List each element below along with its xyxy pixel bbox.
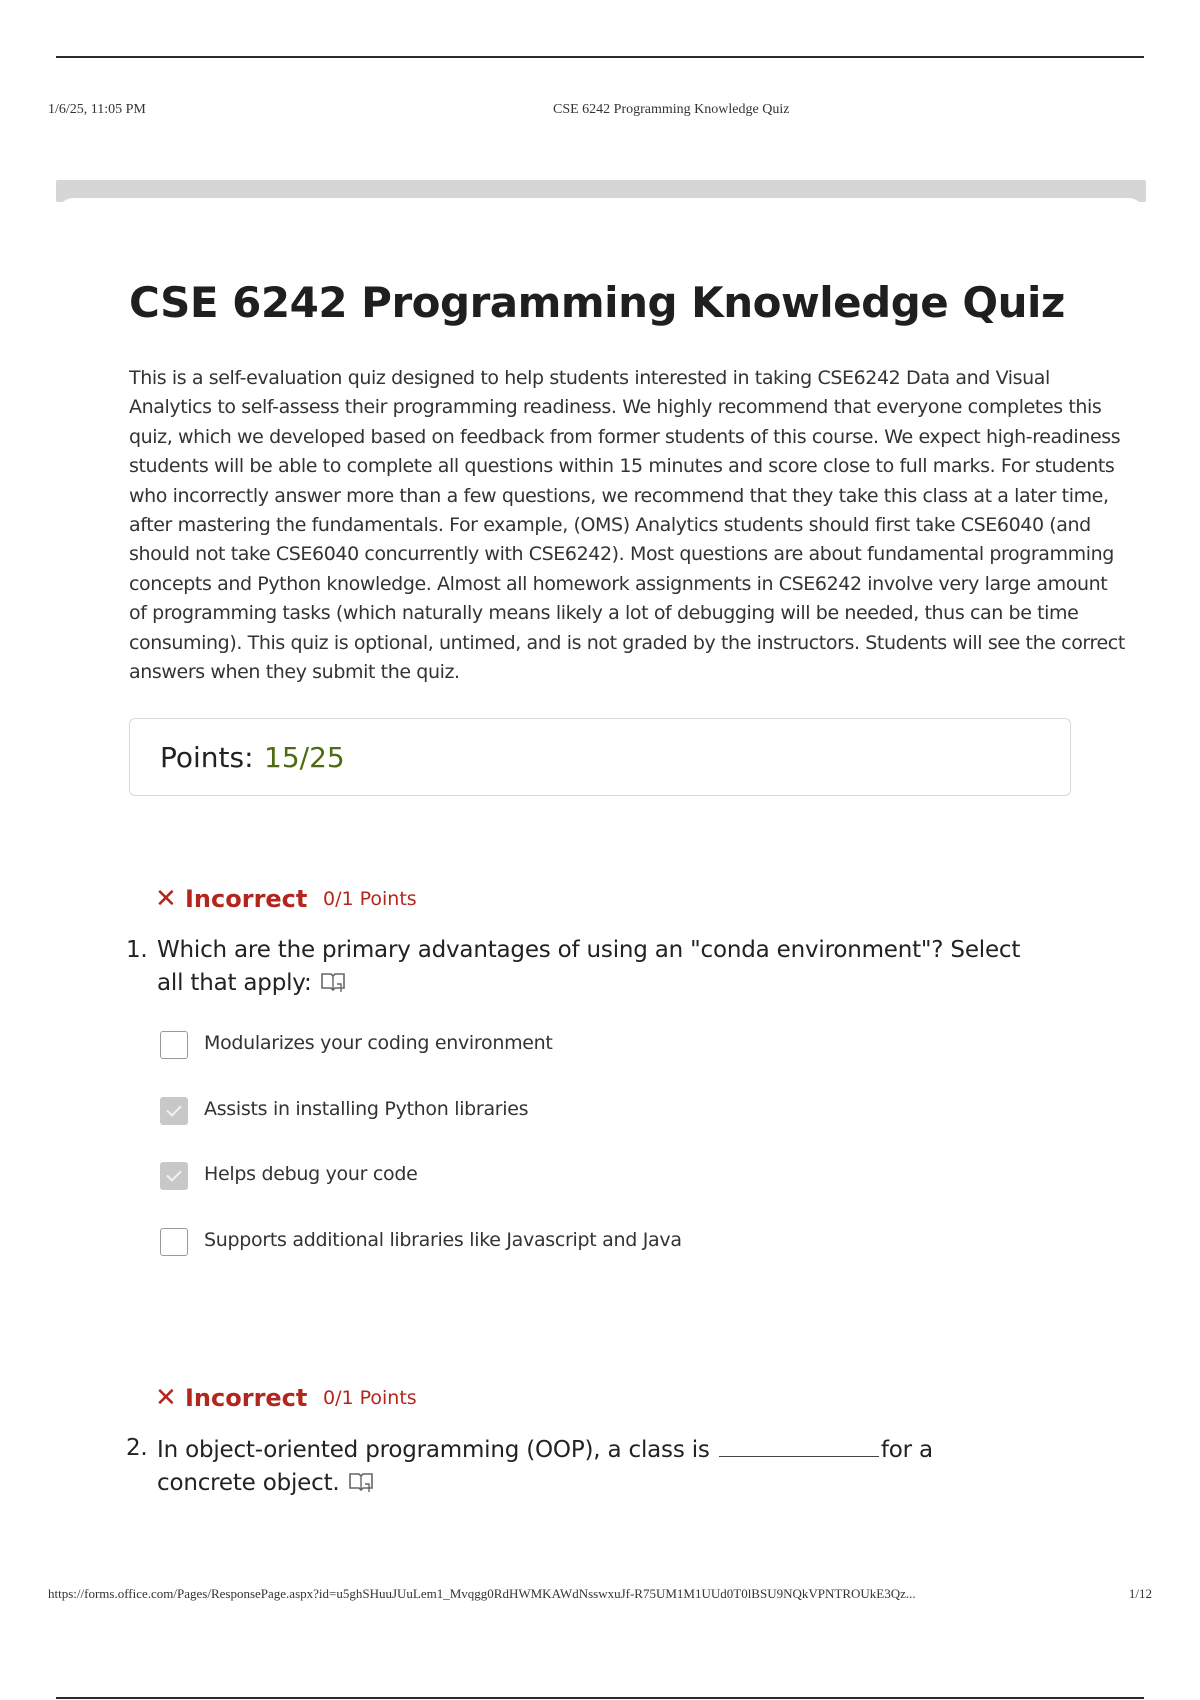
- question-score: 0/1 Points: [323, 1387, 417, 1409]
- page-bottom-rule: [56, 1697, 1144, 1699]
- question-number: 2.: [126, 1435, 148, 1461]
- immersive-reader-icon[interactable]: [320, 970, 346, 992]
- question-body-after: for a concrete object.: [157, 1437, 933, 1496]
- option-label: Assists in installing Python libraries: [204, 1098, 529, 1120]
- question-1-option-3[interactable]: [160, 1160, 660, 1192]
- print-url: https://forms.office.com/Pages/ResponsePage.aspx?id=u5ghSHuuJUuLem1_Mvqgg0RdHWMKAWdNsswxuJf-R75UM1M1UUd0T0lBSU9NQkVPNTROUkE3Qz...: [48, 1586, 916, 1601]
- question-1-option-4[interactable]: [160, 1226, 760, 1258]
- question-body: Which are the primary advantages of using an "conda environment"? Select all that apply:: [157, 937, 1021, 996]
- fill-in-blank: [719, 1432, 879, 1457]
- print-footer: [48, 1586, 1152, 1606]
- immersive-reader-icon[interactable]: [348, 1470, 374, 1492]
- quiz-description: This is a self-evaluation quiz designed to help students interested in taking CSE6242 Data and Visual Analytics to self-assess their programming readiness. We highly recommend that everyone completes this quiz, which we developed based on feedback from former students of this course. We expect high-readiness students will be able to complete all questions within 15 minutes and score close to full marks. For students who incorrectly answer more than a few questions, we recommend that they take this class at a later time, after mastering the fundamentals. For example, (OMS) Analytics students should first take CSE6040 (and should not take CSE6040 concurrently with CSE6242). Most questions are about fundamental programming concepts and Python knowledge. Almost all homework assignments in CSE6242 involve very large amount of programming tasks (which naturally means likely a lot of debugging will be needed, thus can be time consuming). This quiz is optional, untimed, and is not graded by the instructors. Students will see the correct answers when they submit the quiz.: [129, 367, 1125, 684]
- option-checkbox[interactable]: [160, 1228, 188, 1256]
- question-1-status: [155, 884, 455, 914]
- question-status-label: Incorrect: [185, 1384, 308, 1412]
- x-icon: ✕: [155, 1383, 177, 1413]
- option-checkbox-checked[interactable]: [160, 1162, 188, 1190]
- question-1-option-1[interactable]: [160, 1029, 660, 1061]
- question-score: 0/1 Points: [323, 888, 417, 910]
- page-top-rule: [56, 56, 1144, 58]
- points-value: 15/25: [264, 741, 345, 774]
- points-label: Points:: [160, 741, 254, 774]
- question-status-label: Incorrect: [185, 885, 308, 913]
- option-label: Modularizes your coding environment: [204, 1032, 553, 1054]
- option-label: Supports additional libraries like Javascript and Java: [204, 1229, 682, 1251]
- print-doc-title: CSE 6242 Programming Knowledge Quiz: [553, 102, 790, 117]
- points-summary: [129, 718, 1071, 796]
- print-datetime: 1/6/25, 11:05 PM: [48, 102, 146, 117]
- quiz-title: CSE 6242 Programming Knowledge Quiz: [129, 278, 1065, 327]
- question-number: 1.: [126, 937, 148, 963]
- option-checkbox[interactable]: [160, 1031, 188, 1059]
- print-header: [48, 102, 1152, 122]
- option-label: Helps debug your code: [204, 1163, 418, 1185]
- question-1-text: [126, 934, 1026, 1000]
- question-2-status: [155, 1383, 455, 1413]
- question-2-text: [126, 1432, 1026, 1500]
- x-icon: ✕: [155, 884, 177, 914]
- question-1-option-2[interactable]: [160, 1095, 660, 1127]
- print-page-number: 1/12: [1128, 1586, 1152, 1601]
- option-checkbox-checked[interactable]: [160, 1097, 188, 1125]
- question-body-before: In object-oriented programming (OOP), a class is: [157, 1437, 710, 1463]
